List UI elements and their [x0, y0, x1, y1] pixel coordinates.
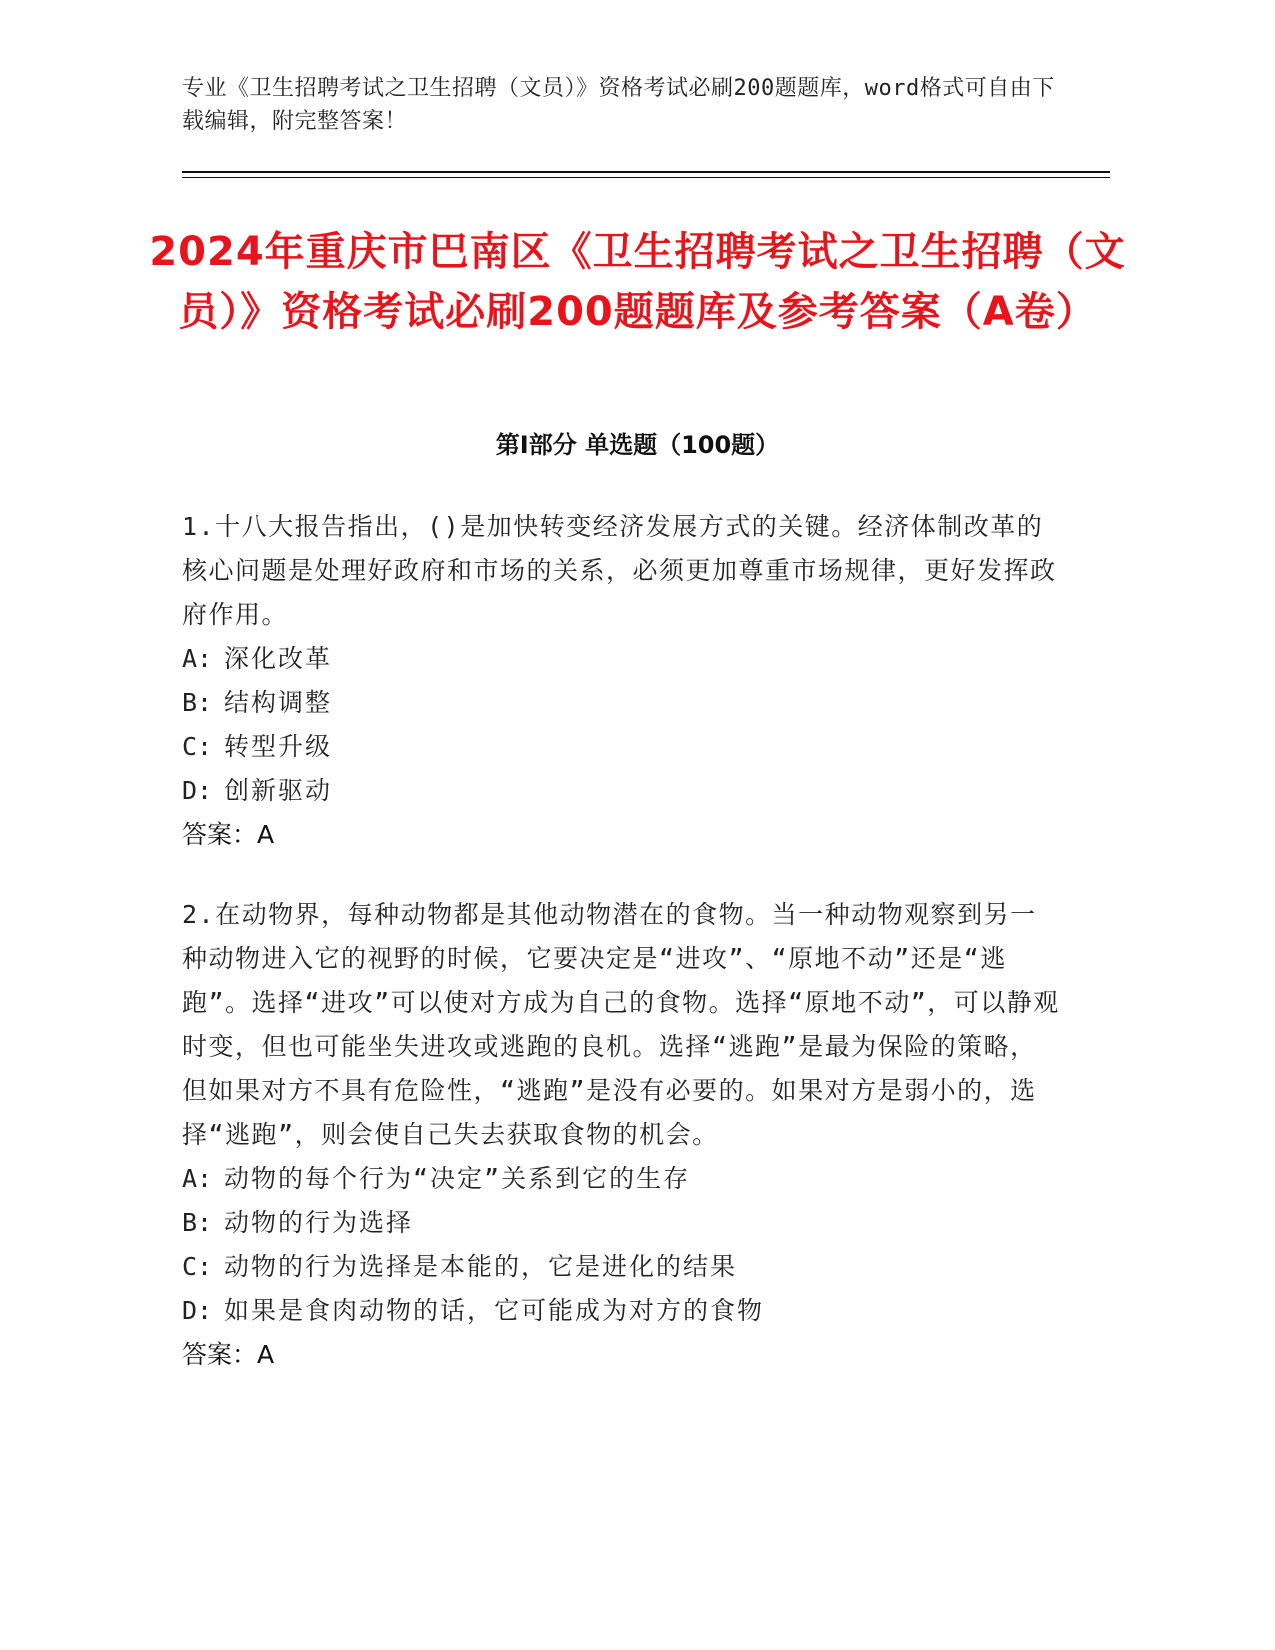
question-stem: 2.在动物界，每种动物都是其他动物潜在的食物。当一种动物观察到另一种动物进入它的视野的时候，它要决定是“进攻”、“原地不动”还是“逃跑”。选择“进攻”可以使对方成为自己的食物。选择“原地不动”，可以静观时变，但也可能坐失进攻或逃跑的良机。选择“逃跑”是最为保险的策略，但如果对方不具有危险性，“逃跑”是没有必要的。如果对方是弱小的，选择“逃跑”，则会使自己失去获取食物的机会。	[182, 900, 1060, 1149]
question-stem: 1.十八大报告指出，()是加快转变经济发展方式的关键。经济体制改革的核心问题是处理好政府和市场的关系，必须更加尊重市场规律，更好发挥政府作用。	[182, 512, 1057, 629]
option-key: A:	[182, 1164, 213, 1193]
option-text: 动物的每个行为“决定”关系到它的生存	[224, 1164, 691, 1193]
option-text: 动物的行为选择	[224, 1208, 414, 1237]
answer-line: 答案：A	[182, 1340, 275, 1369]
option-c	[182, 1245, 1062, 1289]
option-text: 转型升级	[224, 732, 333, 761]
option-key: B:	[182, 1208, 213, 1237]
option-text: 创新驱动	[224, 776, 333, 805]
option-a	[182, 637, 1062, 681]
question-2	[182, 893, 1062, 1377]
header-note: 专业《卫生招聘考试之卫生招聘（文员）》资格考试必刷200题题库，word格式可自由下载编辑，附完整答案！	[182, 76, 1055, 134]
option-d	[182, 769, 1062, 813]
option-b	[182, 681, 1062, 725]
option-a	[182, 1157, 1062, 1201]
option-key: C:	[182, 732, 213, 761]
option-text: 如果是食肉动物的话，它可能成为对方的食物	[224, 1296, 765, 1325]
answer-line: 答案：A	[182, 820, 275, 849]
option-text: 结构调整	[224, 688, 333, 717]
section-heading: 第Ⅰ部分 单选题（100题）	[495, 431, 780, 459]
option-d	[182, 1289, 1062, 1333]
option-text: 深化改革	[224, 644, 333, 673]
option-key: B:	[182, 688, 213, 717]
option-b	[182, 1201, 1062, 1245]
option-key: D:	[182, 776, 213, 805]
option-key: C:	[182, 1252, 213, 1281]
document-title: 2024年重庆市巴南区《卫生招聘考试之卫生招聘（文员）》资格考试必刷200题题库及参考答案（A卷）	[149, 229, 1126, 335]
header-divider-thin	[182, 177, 1110, 178]
option-c	[182, 725, 1062, 769]
option-text: 动物的行为选择是本能的，它是进化的结果	[224, 1252, 738, 1281]
question-1	[182, 505, 1062, 857]
option-key: A:	[182, 644, 213, 673]
header-divider-thick	[182, 171, 1110, 173]
option-key: D:	[182, 1296, 213, 1325]
